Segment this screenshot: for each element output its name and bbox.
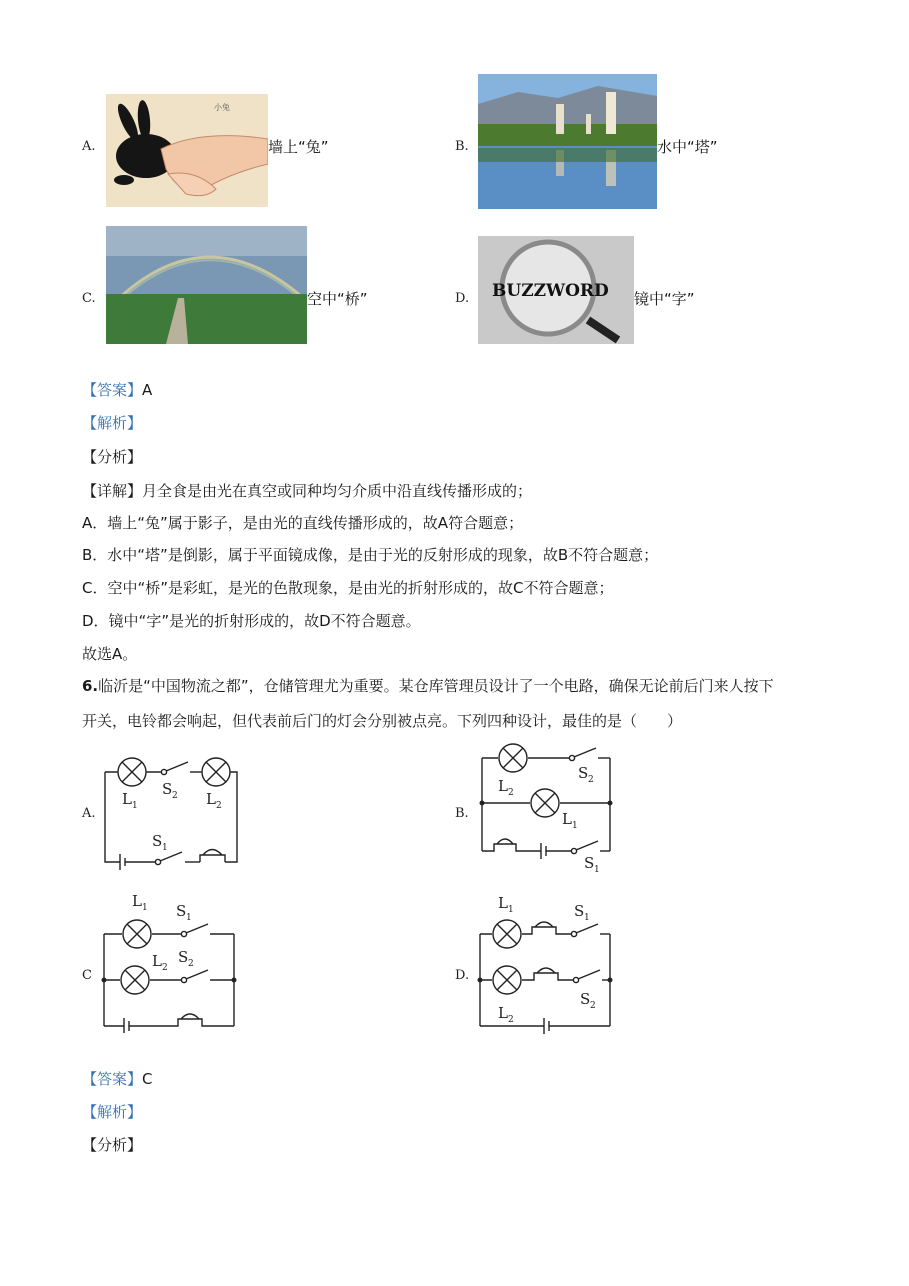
svg-text:1: 1 <box>508 905 514 915</box>
svg-text:2: 2 <box>508 788 514 798</box>
circuit-a-letter: A. <box>82 806 96 821</box>
svg-text:L: L <box>132 892 142 910</box>
q5-analysis-tag: 【解析】 <box>82 414 143 432</box>
q5-answer: 【答案】A <box>82 381 153 399</box>
rabbit-image-caption: 小兔 <box>214 103 230 112</box>
option-d-caption: 镜中“字” <box>634 290 695 308</box>
q5-conclusion: 故选A。 <box>82 645 138 663</box>
svg-text:S: S <box>584 854 595 872</box>
option-a-letter: A. <box>82 139 96 154</box>
option-a-caption: 墙上“兔” <box>268 138 329 156</box>
svg-text:2: 2 <box>216 801 222 811</box>
svg-text:L: L <box>206 790 216 808</box>
svg-text:S: S <box>178 948 189 966</box>
svg-text:1: 1 <box>142 903 148 913</box>
option-c-caption: 空中“桥” <box>307 290 368 308</box>
magnifier-image <box>478 236 634 344</box>
circuit-c-letter: C <box>82 968 92 983</box>
option-b-caption: 水中“塔” <box>657 138 718 156</box>
circuit-b-letter: B. <box>455 806 469 821</box>
circuit-d-letter: D. <box>455 968 470 983</box>
svg-text:1: 1 <box>132 801 138 811</box>
option-b-letter: B. <box>455 139 469 154</box>
svg-text:2: 2 <box>162 963 168 973</box>
svg-text:2: 2 <box>508 1015 514 1025</box>
option-d-letter: D. <box>455 291 470 306</box>
svg-text:2: 2 <box>588 775 594 785</box>
option-c-letter: C. <box>82 291 96 306</box>
svg-text:2: 2 <box>172 791 178 801</box>
svg-text:1: 1 <box>186 913 192 923</box>
q6-stem-line1: 6.临沂是“中国物流之都”，仓储管理尤为重要。某仓库管理员设计了一个电路，确保无论前后门来人按下 <box>82 677 774 695</box>
svg-text:2: 2 <box>188 959 194 969</box>
q6-fenxi: 【分析】 <box>82 1136 143 1154</box>
svg-text:S: S <box>580 990 591 1008</box>
svg-text:L: L <box>562 810 572 828</box>
svg-text:L: L <box>498 1004 508 1022</box>
q6-analysis-tag: 【解析】 <box>82 1103 143 1121</box>
circuit-c-diagram <box>96 888 246 1033</box>
circuit-b-diagram <box>476 738 621 878</box>
svg-text:S: S <box>162 780 173 798</box>
svg-text:1: 1 <box>594 865 600 875</box>
rabbit-shadow-image <box>106 94 268 207</box>
svg-text:L: L <box>498 894 508 912</box>
svg-text:L: L <box>152 952 162 970</box>
q5-line-d: D．镜中“字”是光的折射形成的，故D不符合题意。 <box>82 612 421 630</box>
svg-text:L: L <box>498 777 508 795</box>
q5-detail: 【详解】月全食是由光在真空或同种均匀介质中沿直线传播形成的； <box>82 482 533 500</box>
svg-text:S: S <box>578 764 589 782</box>
q6-stem-line2: 开关，电铃都会响起，但代表前后门的灯会分别被点亮。下列四种设计，最佳的是（ ） <box>82 712 683 730</box>
svg-text:S: S <box>176 902 187 920</box>
circuit-d-diagram <box>476 888 621 1038</box>
q5-fenxi: 【分析】 <box>82 448 143 466</box>
svg-text:1: 1 <box>162 843 168 853</box>
q6-answer: 【答案】C <box>82 1070 153 1088</box>
rainbow-image <box>106 226 307 344</box>
svg-text:S: S <box>574 902 585 920</box>
q5-line-b: B．水中“塔”是倒影，属于平面镜成像，是由于光的反射形成的现象，故B不符合题意； <box>82 546 659 564</box>
svg-text:1: 1 <box>584 913 590 923</box>
svg-text:1: 1 <box>572 821 578 831</box>
pagoda-reflection-image <box>478 74 657 209</box>
q5-line-c: C．空中“桥”是彩虹，是光的色散现象，是由光的折射形成的，故C不符合题意； <box>82 579 614 597</box>
svg-text:2: 2 <box>590 1001 596 1011</box>
q5-line-a: A．墙上“兔”属于影子，是由光的直线传播形成的，故A符合题意； <box>82 514 524 532</box>
svg-text:S: S <box>152 832 163 850</box>
svg-text:L: L <box>122 790 132 808</box>
circuit-a-diagram <box>100 752 245 882</box>
magnifier-word: BUZZWORD <box>492 281 609 301</box>
